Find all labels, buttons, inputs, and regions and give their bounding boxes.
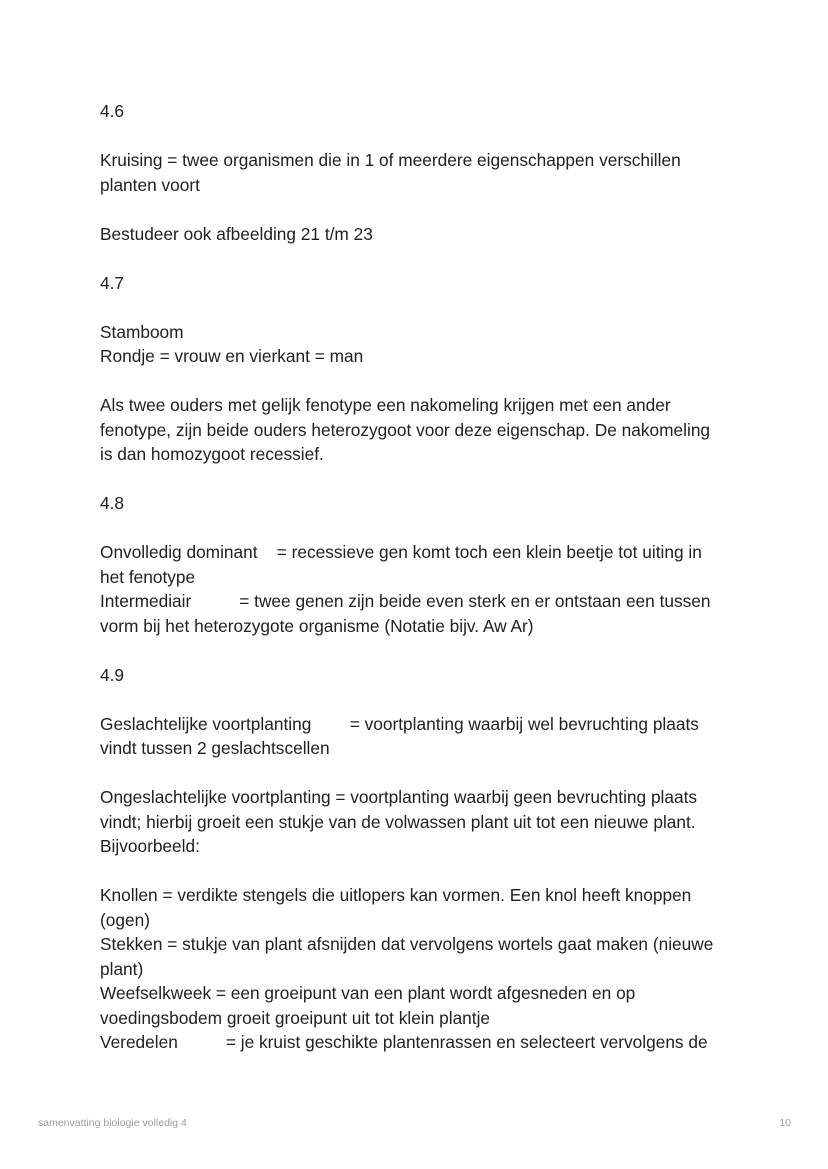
section-heading: 4.6 (100, 101, 125, 121)
blank-line (100, 246, 790, 271)
text-line: Als twee ouders met gelijk fenotype een nakomeling krijgen met een ander (100, 395, 671, 415)
text-line: Veredelen = je kruist geschikte plantenrassen en selecteert vervolgens de (100, 1032, 708, 1052)
text-line: Geslachtelijke voortplanting = voortplanting waarbij wel bevruchting plaats (100, 713, 699, 734)
text-line: Ongeslachtelijke voortplanting = voortplanting waarbij geen bevruchting plaats (100, 787, 698, 807)
text-line: Weefselkweek = een groeipunt van een plant wordt afgesneden en op (100, 983, 636, 1003)
page-footer (0, 1116, 828, 1132)
blank-line (100, 197, 790, 222)
text-line: vindt; hierbij groeit een stukje van de volwassen plant uit tot een nieuwe plant. (100, 811, 696, 832)
document-body (100, 99, 790, 1079)
text-line: Intermediair = twee genen zijn beide even sterk en er ontstaan een tussen (100, 591, 711, 611)
text-line: Bijvoorbeeld: (100, 836, 200, 856)
text-line: vorm bij het heterozygote organisme (Notatie bijv. Aw Ar) (100, 615, 534, 636)
text-line: (ogen) (100, 909, 150, 930)
section-heading: 4.8 (100, 493, 125, 513)
text-line: Bestudeer ook afbeelding 21 t/m 23 (100, 223, 373, 244)
footer-page-number: 10 (779, 1117, 791, 1129)
text-line: planten voort (100, 174, 200, 195)
text-line: voedingsbodem groeit groeipunt uit tot klein plantje (100, 1007, 491, 1028)
text-line: Knollen = verdikte stengels die uitlopers kan vormen. Een knol heeft knoppen (100, 885, 692, 905)
blank-line (100, 124, 790, 149)
blank-line (100, 638, 790, 663)
text-line: Onvolledig dominant = recessieve gen komt toch een klein beetje tot uiting in (100, 542, 702, 562)
text-line: fenotype, zijn beide ouders heterozygoot voor deze eigenschap. De nakomeling (100, 419, 711, 440)
blank-line (100, 761, 790, 786)
blank-line (100, 467, 790, 492)
text-line: Kruising = twee organismen die in 1 of meerdere eigenschappen verschillen (100, 150, 681, 170)
text-line: Stekken = stukje van plant afsnijden dat vervolgens wortels gaat maken (nieuwe (100, 934, 714, 954)
blank-line (100, 1055, 790, 1080)
blank-line (100, 859, 790, 884)
text-line: is dan homozygoot recessief. (100, 444, 324, 464)
text-line: Stamboom (100, 321, 184, 342)
blank-line (100, 687, 790, 712)
footer-doc-title: samenvatting biologie volledig 4 (38, 1117, 187, 1129)
blank-line (100, 516, 790, 541)
text-line: Rondje = vrouw en vierkant = man (100, 346, 364, 366)
section-heading: 4.9 (100, 664, 125, 685)
blank-line (100, 369, 790, 394)
blank-line (100, 295, 790, 320)
section-heading: 4.7 (100, 272, 125, 293)
text-line: het fenotype (100, 566, 196, 587)
text-line: plant) (100, 958, 144, 979)
text-line: vindt tussen 2 geslachtscellen (100, 738, 330, 758)
